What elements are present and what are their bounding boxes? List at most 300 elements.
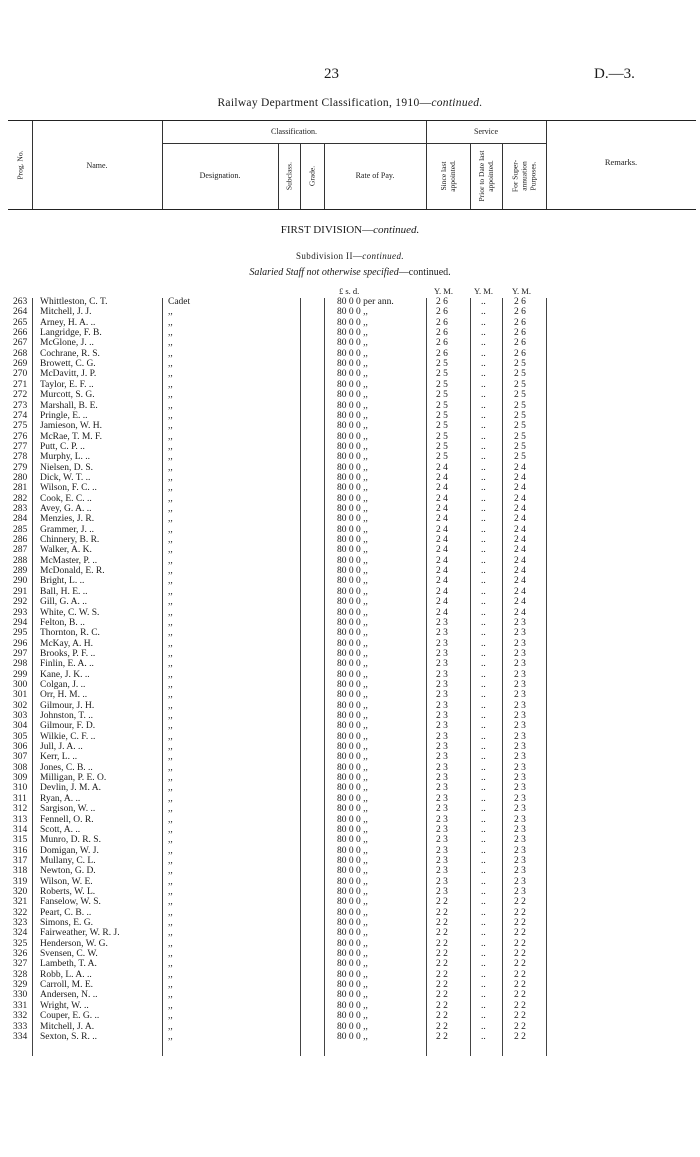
cell-desig: ,, xyxy=(168,928,173,939)
cell-desig: ,, xyxy=(168,535,173,546)
cell-pay: 80 0 0 ,, xyxy=(337,431,368,442)
cell-desig: ,, xyxy=(168,845,173,856)
table-row xyxy=(0,795,700,804)
cell-pay: 80 0 0 ,, xyxy=(337,949,368,960)
cell-prior: .. xyxy=(481,452,486,463)
cell-since: 2 3 xyxy=(436,793,448,804)
cell-name: Marshall, B. E. xyxy=(40,400,98,411)
cell-since: 2 5 xyxy=(436,379,448,390)
cell-desig: ,, xyxy=(168,1000,173,1011)
cell-name: Jones, C. B. .. xyxy=(40,762,93,773)
cell-since: 2 3 xyxy=(436,648,448,659)
cell-desig: ,, xyxy=(168,597,173,608)
cell-desig: ,, xyxy=(168,359,173,370)
cell-desig: ,, xyxy=(168,835,173,846)
cell-super: 2 2 xyxy=(514,907,526,918)
cell-prior: .. xyxy=(481,462,486,473)
cell-since: 2 6 xyxy=(436,317,448,328)
cell-name: Ball, H. E. .. xyxy=(40,586,88,597)
cell-desig: ,, xyxy=(168,410,173,421)
table-row xyxy=(0,546,700,555)
table-row xyxy=(0,981,700,990)
cell-name: Wilkie, C. F. .. xyxy=(40,731,96,742)
cell-no: 268 xyxy=(13,348,28,359)
cell-pay: 80 0 0 ,, xyxy=(337,721,368,732)
cell-pay: 80 0 0 ,, xyxy=(337,959,368,970)
cell-pay: 80 0 0 ,, xyxy=(337,369,368,380)
table-row xyxy=(0,909,700,918)
cell-name: Bright, L. .. xyxy=(40,576,85,587)
cell-super: 2 3 xyxy=(514,648,526,659)
cell-super: 2 3 xyxy=(514,804,526,815)
cell-prior: .. xyxy=(481,721,486,732)
cell-name: Gill, G. A. .. xyxy=(40,597,87,608)
cell-prior: .. xyxy=(481,990,486,1001)
cell-prior: .. xyxy=(481,586,486,597)
cell-no: 330 xyxy=(13,990,28,1001)
cell-since: 2 2 xyxy=(436,918,448,928)
cell-super: 2 4 xyxy=(514,607,526,618)
cell-no: 285 xyxy=(13,524,28,535)
cell-since: 2 3 xyxy=(436,679,448,690)
table-row xyxy=(0,898,700,907)
cell-no: 325 xyxy=(13,938,28,949)
cell-no: 315 xyxy=(13,835,28,846)
cell-pay: 80 0 0 ,, xyxy=(337,700,368,711)
cell-pay: 80 0 0 ,, xyxy=(337,638,368,649)
title-continued: continued. xyxy=(431,97,483,109)
cell-name: Lambeth, T. A. xyxy=(40,959,97,970)
cell-no: 269 xyxy=(13,359,28,370)
table-row xyxy=(0,712,700,721)
cell-desig: ,, xyxy=(168,1021,173,1032)
cell-prior: .. xyxy=(481,328,486,339)
cell-name: Putt, C. P. .. xyxy=(40,441,85,452)
cell-desig: ,, xyxy=(168,990,173,1001)
cell-no: 287 xyxy=(13,545,28,556)
cell-desig: ,, xyxy=(168,700,173,711)
cell-name: Grammer, J. .. xyxy=(40,524,94,535)
cell-prior: .. xyxy=(481,297,486,307)
cell-name: Thornton, R. C. xyxy=(40,628,100,639)
cell-super: 2 6 xyxy=(514,307,526,318)
cell-name: Fennell, O. R. xyxy=(40,814,94,825)
cell-name: Sargison, W. .. xyxy=(40,804,96,815)
cell-name: Devlin, J. M. A. xyxy=(40,783,101,794)
cell-desig: ,, xyxy=(168,628,173,639)
cell-desig: ,, xyxy=(168,452,173,463)
cell-name: Murcott, S. G. xyxy=(40,390,95,401)
table-row xyxy=(0,836,700,845)
cell-pay: 80 0 0 ,, xyxy=(337,1011,368,1022)
page-number: 23 xyxy=(324,66,339,82)
cell-since: 2 3 xyxy=(436,669,448,680)
cell-super: 2 3 xyxy=(514,814,526,825)
cell-pay: 80 0 0 ,, xyxy=(337,928,368,939)
cell-desig: ,, xyxy=(168,918,173,928)
cell-no: 264 xyxy=(13,307,28,318)
cell-desig: ,, xyxy=(168,876,173,887)
cell-since: 2 5 xyxy=(436,431,448,442)
table-row xyxy=(0,474,700,483)
cell-name: McRae, T. M. F. xyxy=(40,431,102,442)
cell-since: 2 4 xyxy=(436,472,448,483)
cell-prior: .. xyxy=(481,535,486,546)
cell-desig: ,, xyxy=(168,390,173,401)
table-row xyxy=(0,691,700,700)
cell-since: 2 2 xyxy=(436,1000,448,1011)
cell-name: Henderson, W. G. xyxy=(40,938,108,949)
cell-name: Carroll, M. E. xyxy=(40,980,94,991)
cell-no: 327 xyxy=(13,959,28,970)
cell-name: Roberts, W. L. xyxy=(40,886,96,897)
cell-super: 2 6 xyxy=(514,338,526,349)
cell-name: Finlin, E. A. .. xyxy=(40,659,94,670)
table-row xyxy=(0,650,700,659)
cell-prior: .. xyxy=(481,752,486,763)
cell-pay: 80 0 0 ,, xyxy=(337,659,368,670)
cell-desig: ,, xyxy=(168,773,173,784)
cell-no: 301 xyxy=(13,690,28,701)
cell-since: 2 5 xyxy=(436,452,448,463)
cell-prior: .. xyxy=(481,938,486,949)
cell-pay: 80 0 0 ,, xyxy=(337,679,368,690)
cell-since: 2 2 xyxy=(436,907,448,918)
cell-since: 2 2 xyxy=(436,949,448,960)
cell-no: 314 xyxy=(13,824,28,835)
subdivision-title xyxy=(0,251,700,261)
cell-prior: .. xyxy=(481,1031,486,1042)
cell-since: 2 2 xyxy=(436,938,448,949)
cell-prior: .. xyxy=(481,773,486,784)
cell-pay: 80 0 0 ,, xyxy=(337,555,368,566)
cell-prior: .. xyxy=(481,524,486,535)
cell-name: McDonald, E. R. xyxy=(40,566,105,577)
cell-since: 2 2 xyxy=(436,1021,448,1032)
cell-no: 284 xyxy=(13,514,28,525)
cell-desig: ,, xyxy=(168,711,173,721)
cell-since: 2 3 xyxy=(436,762,448,773)
division-title xyxy=(0,224,700,236)
cell-desig: ,, xyxy=(168,328,173,339)
cell-no: 274 xyxy=(13,410,28,421)
cell-name: Browett, C. G. xyxy=(40,359,96,370)
cell-since: 2 3 xyxy=(436,824,448,835)
table-row xyxy=(0,319,700,328)
cell-desig: Cadet xyxy=(168,297,191,307)
cell-super: 2 4 xyxy=(514,472,526,483)
prog-no-header: Prog. No. xyxy=(15,150,25,180)
cell-desig: ,, xyxy=(168,545,173,556)
cell-since: 2 2 xyxy=(436,1031,448,1042)
cell-since: 2 3 xyxy=(436,773,448,784)
cell-pay: 80 0 0 ,, xyxy=(337,410,368,421)
table-row xyxy=(0,515,700,524)
cell-super: 2 3 xyxy=(514,886,526,897)
cell-since: 2 5 xyxy=(436,400,448,411)
cell-super: 2 4 xyxy=(514,576,526,587)
cell-desig: ,, xyxy=(168,980,173,991)
cell-pay: 80 0 0 ,, xyxy=(337,711,368,721)
table-row xyxy=(0,308,700,317)
cell-no: 283 xyxy=(13,504,28,514)
cell-name: Menzies, J. R. xyxy=(40,514,95,525)
cell-pay: 80 0 0 ,, xyxy=(337,1000,368,1011)
cell-name: Nielsen, D. S. xyxy=(40,462,94,473)
cell-no: 291 xyxy=(13,586,28,597)
cell-super: 2 5 xyxy=(514,452,526,463)
cell-no: 265 xyxy=(13,317,28,328)
cell-pay: 80 0 0 ,, xyxy=(337,586,368,597)
cell-prior: .. xyxy=(481,1000,486,1011)
cell-desig: ,, xyxy=(168,1011,173,1022)
cell-desig: ,, xyxy=(168,421,173,432)
cell-since: 2 3 xyxy=(436,617,448,628)
cell-prior: .. xyxy=(481,845,486,856)
cell-super: 2 3 xyxy=(514,783,526,794)
table-row xyxy=(0,878,700,887)
cell-no: 277 xyxy=(13,441,28,452)
cell-desig: ,, xyxy=(168,317,173,328)
cell-no: 307 xyxy=(13,752,28,763)
cell-no: 311 xyxy=(13,793,27,804)
table-row xyxy=(0,671,700,680)
cell-pay: 80 0 0 ,, xyxy=(337,400,368,411)
cell-desig: ,, xyxy=(168,369,173,380)
cell-super: 2 4 xyxy=(514,514,526,525)
cell-prior: .. xyxy=(481,555,486,566)
cell-desig: ,, xyxy=(168,938,173,949)
cell-super: 2 3 xyxy=(514,731,526,742)
cell-name: Scott, A. .. xyxy=(40,824,81,835)
cell-prior: .. xyxy=(481,731,486,742)
remarks-header: Remarks. xyxy=(604,157,638,167)
cell-super: 2 3 xyxy=(514,700,526,711)
cell-no: 263 xyxy=(13,297,28,307)
table-row xyxy=(0,660,700,669)
table-row xyxy=(0,702,700,711)
cell-desig: ,, xyxy=(168,348,173,359)
cell-super: 2 3 xyxy=(514,721,526,732)
cell-since: 2 4 xyxy=(436,493,448,504)
cell-super: 2 4 xyxy=(514,483,526,494)
cell-prior: .. xyxy=(481,648,486,659)
cell-pay: 80 0 0 ,, xyxy=(337,441,368,452)
cell-super: 2 2 xyxy=(514,959,526,970)
cell-name: Andersen, N. .. xyxy=(40,990,98,1001)
cell-since: 2 5 xyxy=(436,410,448,421)
cell-name: Milligan, P. E. O. xyxy=(40,773,107,784)
cell-since: 2 6 xyxy=(436,328,448,339)
cell-desig: ,, xyxy=(168,514,173,525)
cell-no: 332 xyxy=(13,1011,28,1022)
cell-prior: .. xyxy=(481,969,486,980)
cell-since: 2 3 xyxy=(436,628,448,639)
cell-desig: ,, xyxy=(168,721,173,732)
cell-name: Murphy, L. .. xyxy=(40,452,91,463)
cell-name: Kerr, L. .. xyxy=(40,752,78,763)
cell-pay: 80 0 0 ,, xyxy=(337,628,368,639)
cell-prior: .. xyxy=(481,814,486,825)
cell-prior: .. xyxy=(481,959,486,970)
cell-super: 2 2 xyxy=(514,938,526,949)
cell-desig: ,, xyxy=(168,814,173,825)
cell-pay: 80 0 0 ,, xyxy=(337,328,368,339)
cell-no: 319 xyxy=(13,876,28,887)
cell-pay: 80 0 0 ,, xyxy=(337,969,368,980)
cell-pay: 80 0 0 ,, xyxy=(337,421,368,432)
cell-prior: .. xyxy=(481,762,486,773)
cell-super: 2 3 xyxy=(514,866,526,877)
table-row xyxy=(0,743,700,752)
cell-no: 333 xyxy=(13,1021,28,1032)
cell-prior: .. xyxy=(481,628,486,639)
cell-desig: ,, xyxy=(168,504,173,514)
cell-pay: 80 0 0 ,, xyxy=(337,607,368,618)
cell-no: 299 xyxy=(13,669,28,680)
cell-prior: .. xyxy=(481,679,486,690)
cell-super: 2 4 xyxy=(514,462,526,473)
cell-pay: 80 0 0 ,, xyxy=(337,990,368,1001)
cell-pay: 80 0 0 ,, xyxy=(337,307,368,318)
cell-since: 2 4 xyxy=(436,504,448,514)
table-row xyxy=(0,753,700,762)
table-row xyxy=(0,733,700,742)
cell-pay: 80 0 0 ,, xyxy=(337,669,368,680)
cell-name: Ryan, A. .. xyxy=(40,793,81,804)
cell-super: 2 3 xyxy=(514,617,526,628)
cell-super: 2 5 xyxy=(514,369,526,380)
cell-no: 306 xyxy=(13,742,28,753)
staff-category-main: Salaried Staff not otherwise specified xyxy=(249,267,399,278)
cell-since: 2 6 xyxy=(436,338,448,349)
cell-pay: 80 0 0 ,, xyxy=(337,773,368,784)
cell-name: Walker, A. K. xyxy=(40,545,92,556)
cell-since: 2 3 xyxy=(436,752,448,763)
cell-prior: .. xyxy=(481,876,486,887)
cell-pay: 80 0 0 ,, xyxy=(337,793,368,804)
cell-name: McKay, A. H. xyxy=(40,638,93,649)
cell-name: Pringle, E. .. xyxy=(40,410,88,421)
cell-name: Robb, L. A. .. xyxy=(40,969,92,980)
table-row xyxy=(0,629,700,638)
cell-prior: .. xyxy=(481,307,486,318)
table-row xyxy=(0,888,700,897)
cell-no: 290 xyxy=(13,576,28,587)
cell-since: 2 2 xyxy=(436,969,448,980)
cell-name: Domigan, W. J. xyxy=(40,845,99,856)
cell-desig: ,, xyxy=(168,338,173,349)
table-row xyxy=(0,1023,700,1032)
cell-no: 328 xyxy=(13,969,28,980)
cell-since: 2 3 xyxy=(436,886,448,897)
table-row xyxy=(0,495,700,504)
cell-no: 323 xyxy=(13,918,28,928)
cell-super: 2 3 xyxy=(514,824,526,835)
cell-pay: 80 0 0 ,, xyxy=(337,814,368,825)
cell-prior: .. xyxy=(481,369,486,380)
cell-pay: 80 0 0 ,, xyxy=(337,804,368,815)
cell-desig: ,, xyxy=(168,483,173,494)
cell-prior: .. xyxy=(481,928,486,939)
cell-name: McDavitt, J. P. xyxy=(40,369,97,380)
cell-no: 276 xyxy=(13,431,28,442)
cell-super: 2 5 xyxy=(514,400,526,411)
cell-prior: .. xyxy=(481,918,486,928)
cell-super: 2 2 xyxy=(514,1011,526,1022)
cell-since: 2 5 xyxy=(436,441,448,452)
cell-since: 2 2 xyxy=(436,990,448,1001)
cell-name: Newton, G. D. xyxy=(40,866,96,877)
cell-super: 2 5 xyxy=(514,379,526,390)
cell-pay: 80 0 0 ,, xyxy=(337,866,368,877)
cell-super: 2 2 xyxy=(514,1000,526,1011)
cell-prior: .. xyxy=(481,949,486,960)
cell-desig: ,, xyxy=(168,959,173,970)
cell-super: 2 2 xyxy=(514,1021,526,1032)
cell-no: 289 xyxy=(13,566,28,577)
cell-desig: ,, xyxy=(168,824,173,835)
cell-desig: ,, xyxy=(168,576,173,587)
cell-name: Fairweather, W. R. J. xyxy=(40,928,120,939)
cell-since: 2 3 xyxy=(436,814,448,825)
division-main: FIRST DIVISION— xyxy=(280,224,374,236)
cell-desig: ,, xyxy=(168,659,173,670)
cell-prior: .. xyxy=(481,576,486,587)
cell-desig: ,, xyxy=(168,679,173,690)
cell-prior: .. xyxy=(481,348,486,359)
cell-no: 271 xyxy=(13,379,28,390)
cell-prior: .. xyxy=(481,700,486,711)
staff-category xyxy=(0,267,700,278)
cell-pay: 80 0 0 ,, xyxy=(337,317,368,328)
cell-name: Arney, H. A. .. xyxy=(40,317,96,328)
cell-desig: ,, xyxy=(168,783,173,794)
table-row xyxy=(0,453,700,462)
cell-super: 2 3 xyxy=(514,855,526,866)
cell-super: 2 3 xyxy=(514,773,526,784)
table-row xyxy=(0,557,700,566)
cell-since: 2 3 xyxy=(436,845,448,856)
table-row xyxy=(0,929,700,938)
table-row xyxy=(0,464,700,473)
table-row xyxy=(0,950,700,959)
cell-since: 2 4 xyxy=(436,483,448,494)
cell-desig: ,, xyxy=(168,400,173,411)
table-row xyxy=(0,598,700,607)
cell-pay: 80 0 0 ,, xyxy=(337,855,368,866)
cell-name: Gilmour, F. D. xyxy=(40,721,96,732)
table-row xyxy=(0,640,700,649)
cell-desig: ,, xyxy=(168,555,173,566)
cell-super: 2 3 xyxy=(514,711,526,721)
cell-no: 313 xyxy=(13,814,28,825)
cell-name: Mitchell, J. A. xyxy=(40,1021,95,1032)
cell-name: Couper, E. G. .. xyxy=(40,1011,100,1022)
cell-name: Taylor, E. F. .. xyxy=(40,379,94,390)
cell-desig: ,, xyxy=(168,431,173,442)
cell-pay: 80 0 0 ,, xyxy=(337,524,368,535)
cell-name: Langridge, F. B. xyxy=(40,328,102,339)
cell-name: McMaster, P. .. xyxy=(40,555,98,566)
cell-prior: .. xyxy=(481,504,486,514)
cell-pay: 80 0 0 ,, xyxy=(337,1031,368,1042)
page-reference: D.—3. xyxy=(594,66,635,82)
table-row xyxy=(0,784,700,793)
document-title xyxy=(0,97,700,109)
cell-super: 2 3 xyxy=(514,876,526,887)
cell-super: 2 6 xyxy=(514,328,526,339)
